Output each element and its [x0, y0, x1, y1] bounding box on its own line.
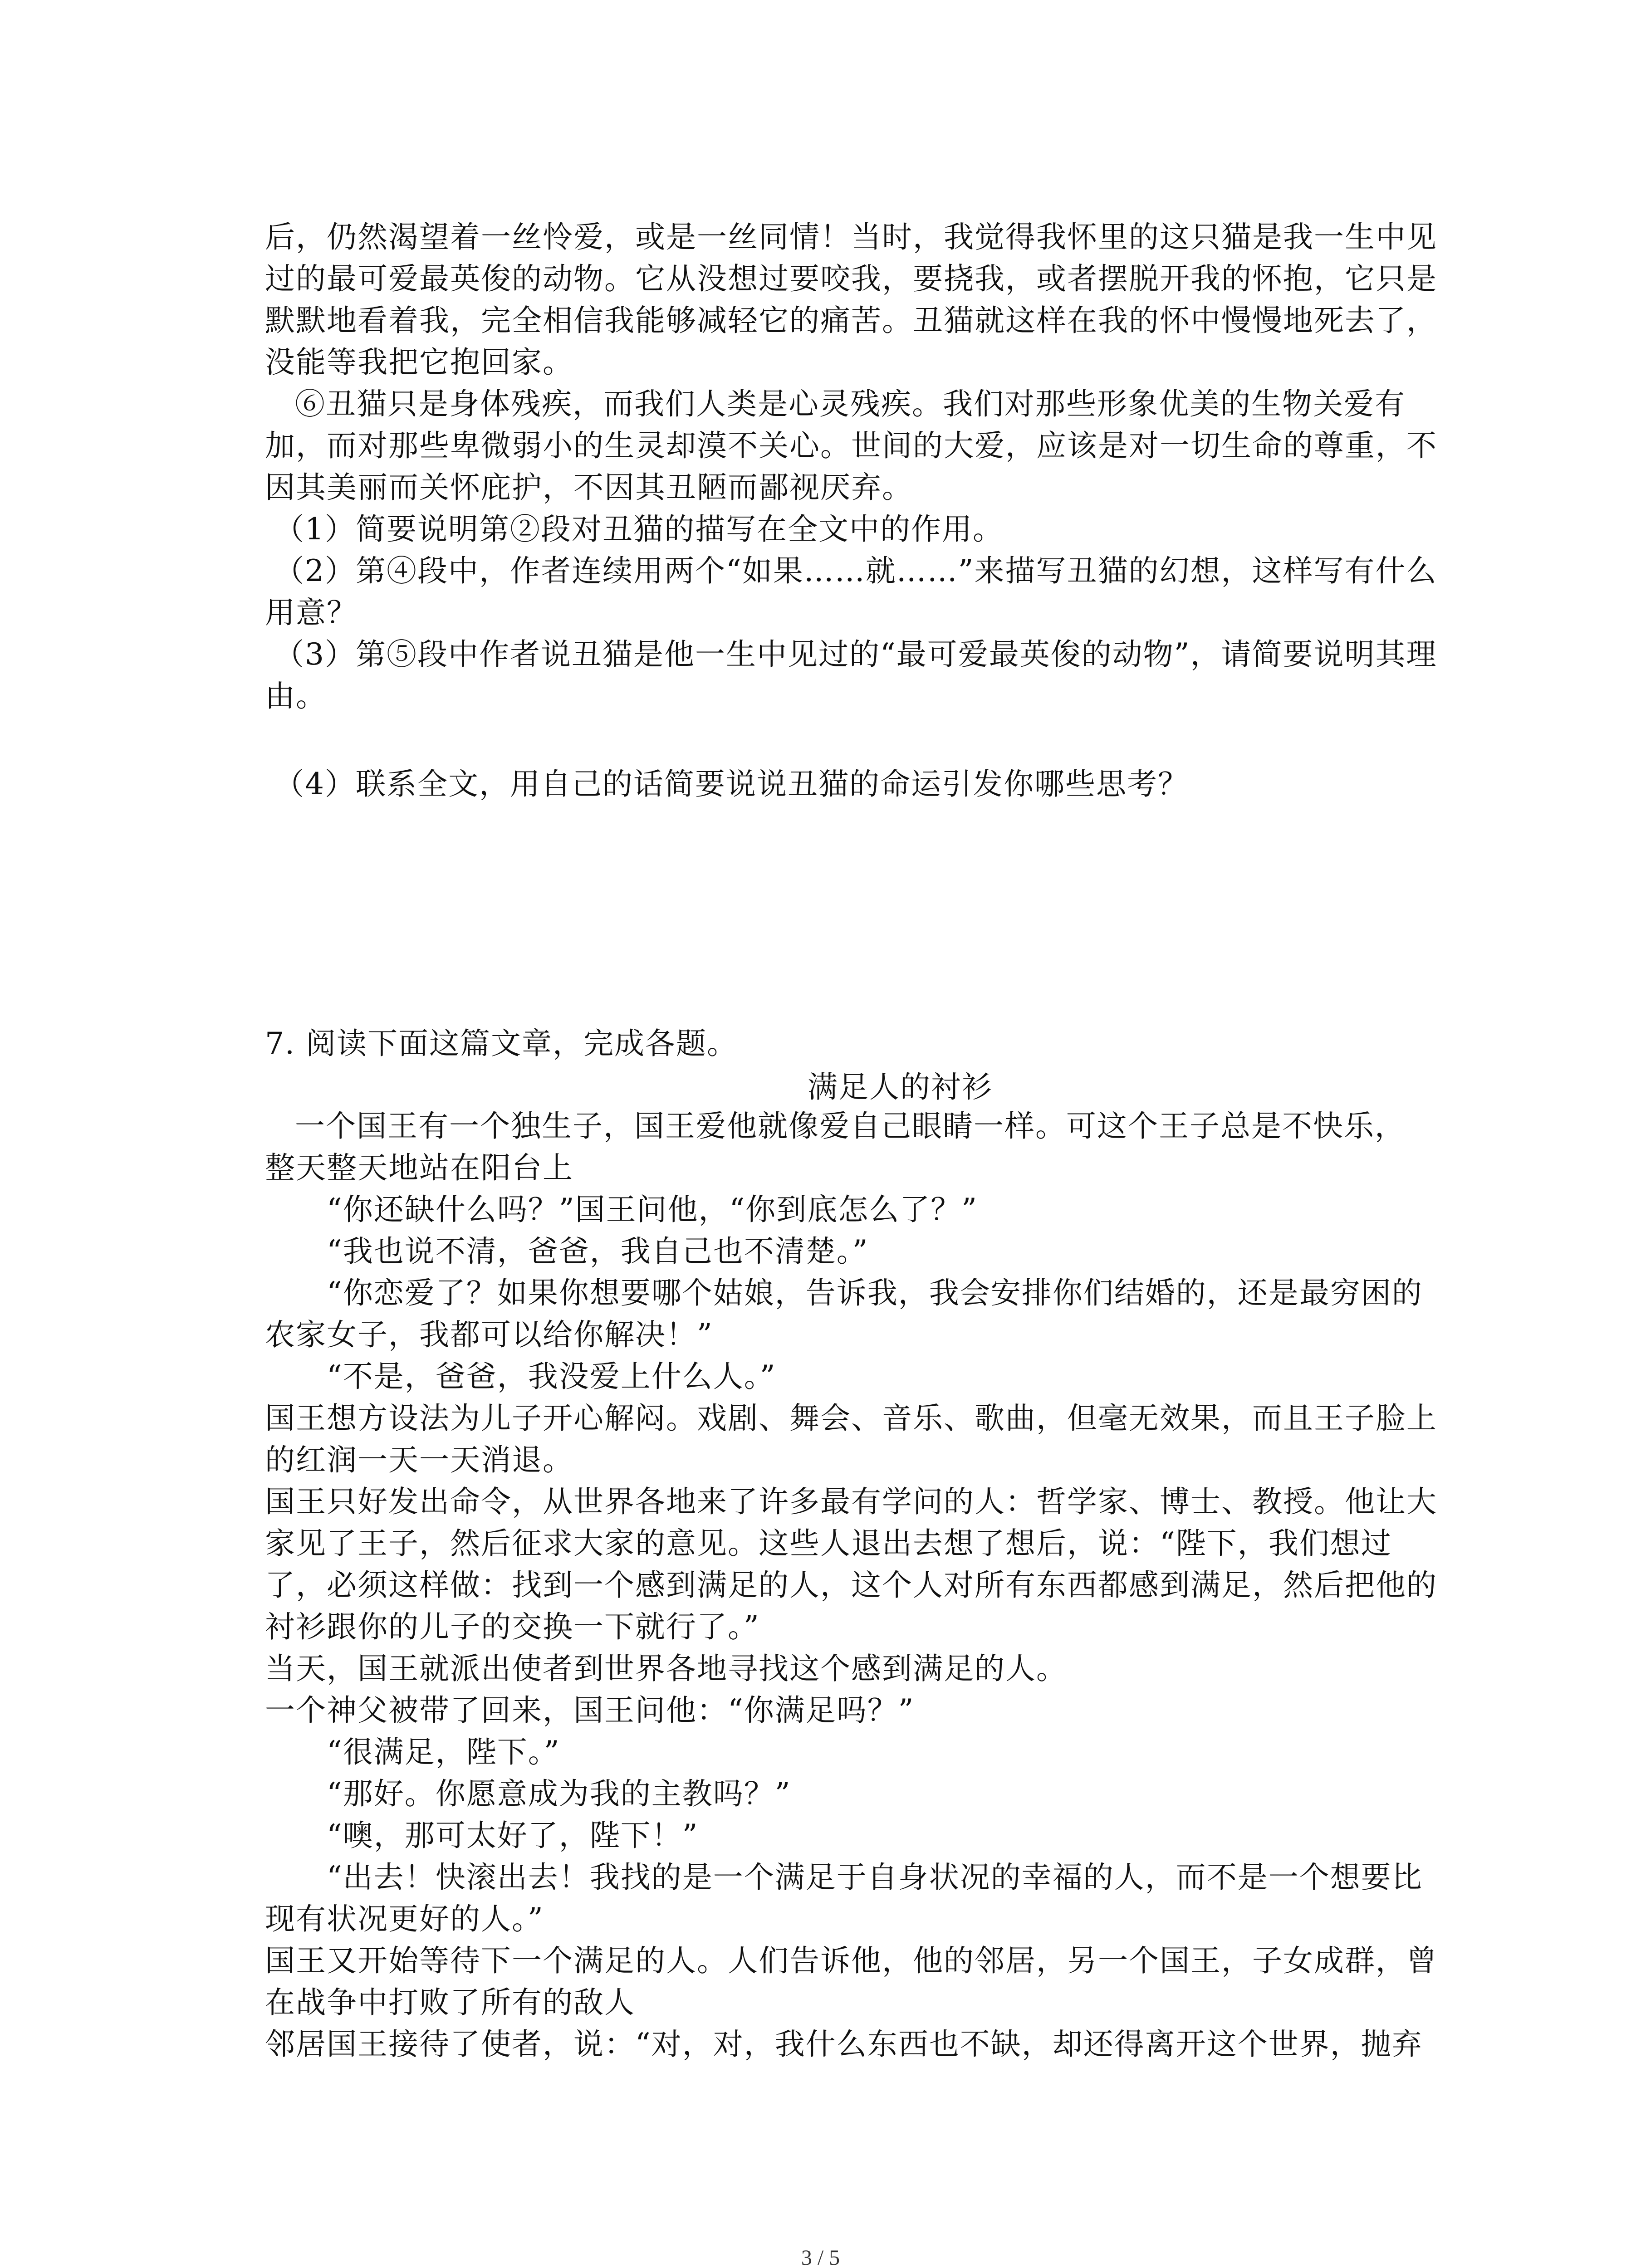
- passage-line: 后，仍然渴望着一丝怜爱，或是一丝同情！当时，我觉得我怀里的这只猫是我一生中见: [265, 220, 1437, 254]
- article-line: 邻居国王接待了使者，说：“对，对，我什么东西也不缺，却还得离开这个世界，抛弃: [265, 2027, 1423, 2062]
- article-line: “那好。你愿意成为我的主教吗？”: [327, 1776, 791, 1811]
- article-line: 国王想方设法为儿子开心解闷。戏剧、舞会、音乐、歌曲，但毫无效果，而且王子脸上: [265, 1401, 1437, 1436]
- article-line: 一个神父被带了回来，国王问他：“你满足吗？”: [265, 1693, 915, 1728]
- article-line: 一个国王有一个独生子，国王爱他就像爱自己眼睛一样。可这个王子总是不快乐，: [295, 1109, 1406, 1144]
- question-line: （1）简要说明第②段对丑猫的描写在全文中的作用。: [274, 512, 1004, 547]
- question-7-heading: 7. 阅读下面这篇文章，完成各题。: [265, 1026, 738, 1061]
- article-line: “很满足，陛下。”: [327, 1735, 560, 1769]
- article-line: 家见了王子，然后征求大家的意见。这些人退出去想了想后，说：“陛下，我们想过: [265, 1526, 1392, 1561]
- article-line: “你还缺什么吗？”国王问他，“你到底怎么了？”: [327, 1192, 978, 1227]
- article-line: “噢，那可太好了，陛下！”: [327, 1818, 699, 1853]
- paragraph-6-line: 加，而对那些卑微弱小的生灵却漠不关心。世间的大爱，应该是对一切生命的尊重，不: [265, 428, 1437, 463]
- question-line: 用意？: [265, 595, 358, 630]
- passage-line: 过的最可爱最英俊的动物。它从没想过要咬我，要挠我，或者摆脱开我的怀抱，它只是: [265, 261, 1437, 296]
- article-line: 了，必须这样做：找到一个感到满足的人，这个人对所有东西都感到满足，然后把他的: [265, 1568, 1437, 1603]
- question-line: （2）第④段中，作者连续用两个“如果……就……”来描写丑猫的幻想，这样写有什么: [274, 553, 1437, 588]
- article-title: 满足人的衬衫: [808, 1070, 993, 1105]
- passage-line: 没能等我把它抱回家。: [265, 345, 573, 380]
- article-line: 现有状况更好的人。”: [265, 1901, 544, 1936]
- article-line: 衬衫跟你的儿子的交换一下就行了。”: [265, 1609, 760, 1644]
- passage-line: 默默地看着我，完全相信我能够减轻它的痛苦。丑猫就这样在我的怀中慢慢地死去了，: [265, 303, 1437, 338]
- page-number: 3 / 5: [801, 2246, 840, 2268]
- paragraph-6-line: ⑥丑猫只是身体残疾，而我们人类是心灵残疾。我们对那些形象优美的生物关爱有: [295, 386, 1406, 421]
- article-line: 国王又开始等待下一个满足的人。人们告诉他，他的邻居，另一个国王，子女成群，曾: [265, 1943, 1437, 1978]
- article-line: 在战争中打败了所有的敌人: [265, 1985, 635, 2020]
- article-line: 的红润一天一天消退。: [265, 1442, 573, 1477]
- article-line: “不是，爸爸，我没爱上什么人。”: [327, 1359, 776, 1394]
- article-line: 整天整天地站在阳台上: [265, 1150, 573, 1185]
- article-line: 当天，国王就派出使者到世界各地寻找这个感到满足的人。: [265, 1651, 1067, 1686]
- question-line: 由。: [265, 679, 327, 714]
- article-line: “你恋爱了？如果你想要哪个姑娘，告诉我，我会安排你们结婚的，还是最穷困的: [327, 1276, 1423, 1310]
- article-line: “出去！快滚出去！我找的是一个满足于自身状况的幸福的人，而不是一个想要比: [327, 1860, 1423, 1895]
- article-line: 国王只好发出命令，从世界各地来了许多最有学问的人：哲学家、博士、教授。他让大: [265, 1484, 1437, 1519]
- article-line: 农家女子，我都可以给你解决！”: [265, 1317, 713, 1352]
- question-line: （3）第⑤段中作者说丑猫是他一生中见过的“最可爱最英俊的动物”，请简要说明其理: [274, 637, 1437, 672]
- paragraph-6-line: 因其美丽而关怀庇护，不因其丑陋而鄙视厌弃。: [265, 470, 913, 505]
- article-line: “我也说不清，爸爸，我自己也不清楚。”: [327, 1234, 869, 1269]
- question-line: （4）联系全文，用自己的话简要说说丑猫的命运引发你哪些思考？: [274, 767, 1189, 802]
